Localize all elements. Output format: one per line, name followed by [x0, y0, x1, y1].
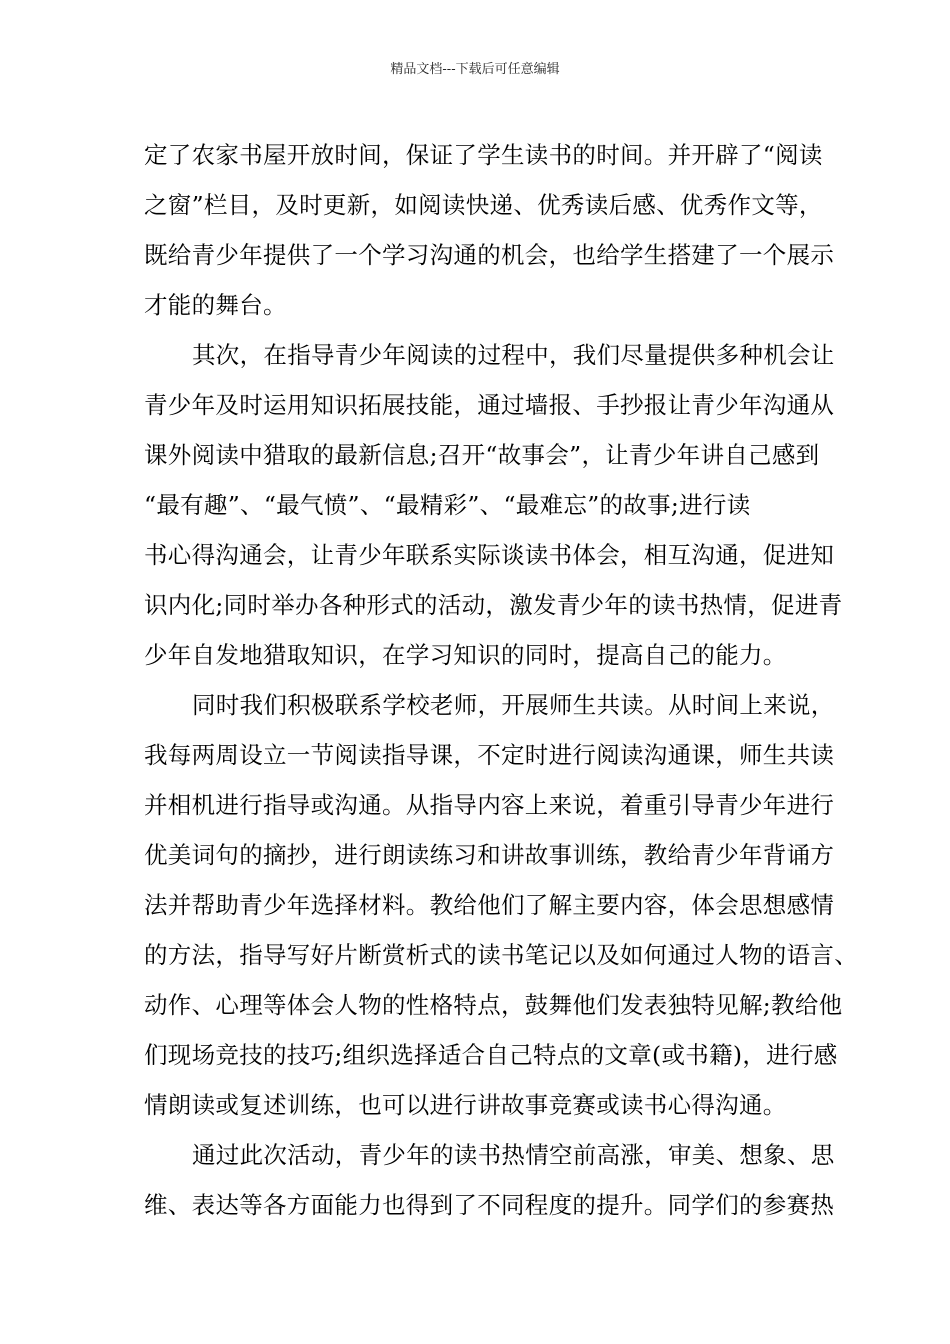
document-body: [144, 130, 858, 1230]
text-line: 我每两周设立一节阅读指导课，不定时进行阅读沟通课，师生共读: [144, 741, 835, 769]
text-line: 情朗读或复述训练，也可以进行讲故事竞赛或读书心得沟通。: [144, 1091, 787, 1119]
text-line: 青少年及时运用知识拓展技能，通过墙报、手抄报让青少年沟通从: [144, 391, 835, 419]
paragraph: [144, 330, 843, 680]
text-line: 书心得沟通会，让青少年联系实际谈读书体会，相互沟通，促进知: [144, 541, 835, 569]
text-line: 少年自发地猎取知识，在学习知识的同时，提高自己的能力。: [144, 641, 787, 669]
text-line: 既给青少年提供了一个学习沟通的机会，也给学生搭建了一个展示: [144, 241, 835, 269]
text-line: 其次，在指导青少年阅读的过程中，我们尽量提供多种机会让: [192, 341, 835, 369]
text-line: 动作、心理等体会人物的性格特点，鼓舞他们发表独特见解;教给他: [144, 991, 843, 1019]
page-header: 精品文档---下载后可任意编辑: [390, 62, 560, 77]
text-line: 通过此次活动，青少年的读书热情空前高涨，审美、想象、思: [192, 1141, 835, 1169]
text-line: 优美词句的摘抄，进行朗读练习和讲故事训练，教给青少年背诵方: [144, 841, 835, 869]
text-line: 之窗”栏目，及时更新，如阅读快递、优秀读后感、优秀作文等，: [144, 191, 823, 219]
text-line: 课外阅读中猎取的最新信息;召开“故事会”，让青少年讲自己感到: [144, 441, 820, 469]
paragraph: [144, 130, 835, 330]
text-line: 才能的舞台。: [144, 291, 287, 319]
text-line: 并相机进行指导或沟通。从指导内容上来说，着重引导青少年进行: [144, 791, 835, 819]
text-line: 识内化;同时举办各种形式的活动，激发青少年的读书热情，促进青: [144, 591, 843, 619]
text-line: 维、表达等各方面能力也得到了不同程度的提升。同学们的参赛热: [144, 1191, 835, 1219]
text-line: 法并帮助青少年选择材料。教给他们了解主要内容，体会思想感情: [144, 891, 835, 919]
text-line: 的方法，指导写好片断赏析式的读书笔记以及如何通过人物的语言、: [144, 941, 858, 969]
text-line: 定了农家书屋开放时间，保证了学生读书的时间。并开辟了“阅读: [144, 141, 823, 169]
text-line: 同时我们积极联系学校老师，开展师生共读。从时间上来说，: [192, 691, 835, 719]
text-line: “最有趣”、“最气愤”、“最精彩”、“最难忘”的故事;进行读: [144, 491, 751, 519]
paragraph: [144, 680, 858, 1130]
paragraph: [144, 1130, 835, 1230]
text-line: 们现场竞技的技巧;组织选择适合自己特点的文章(或书籍)，进行感: [144, 1041, 838, 1069]
